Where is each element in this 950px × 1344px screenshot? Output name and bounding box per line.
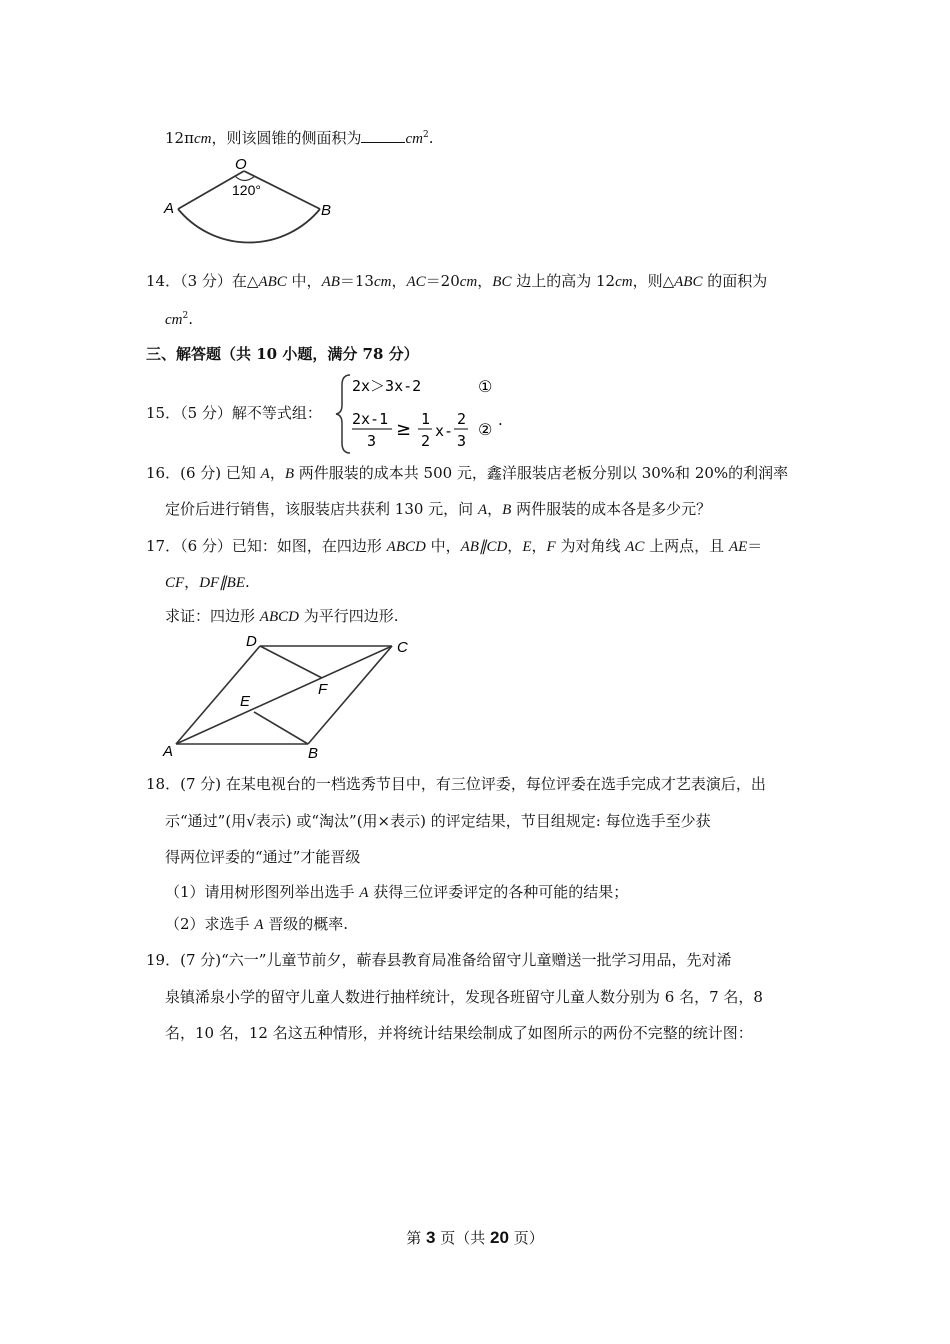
label-d: D [246,633,257,650]
q19-line3: 名，10 名，12 名这五种情形，并将统计结果绘制成了如图所示的两份不完整的统计图： [165,1024,753,1042]
segment-df [260,646,322,678]
total-pages: 20 [490,1228,509,1247]
segment-be [254,712,308,744]
frac3-den: 3 [457,432,467,450]
q17-line2: CF，DF∥BE. [165,573,250,591]
label-b: B [321,202,332,219]
page-footer: 第 3 页（共 20 页） [406,1228,544,1247]
q14-line1: 14．（3 分）在△ABC 中，AB＝13cm，AC＝20cm，BC 边上的高为 12cm，则△ABC 的面积为 [146,272,768,290]
row2-den: 3 [367,432,377,450]
sector-figure [160,155,340,265]
row2-mark: ② [478,420,493,439]
label-b: B [308,745,319,762]
q16-line2: 定价后进行销售，该服装店共获利 130 元，问 A，B 两件服装的成本各是多少元？ [165,500,712,518]
q17-line1: 17．（6 分）已知：如图，在四边形 ABCD 中，AB∥CD，E，F 为对角线 AC 上两点，且 AE＝ [146,537,763,555]
label-c: C [397,639,408,656]
q15-end: . [498,411,503,429]
q17-line3: 求证：四边形 ABCD 为平行四边形. [165,607,399,625]
left-brace [336,375,350,453]
row2-mid: x- [435,422,454,440]
row2-op: ≥ [396,419,412,440]
q13-tail: 12πcm，则该圆锥的侧面积为 $cm^2$. [165,129,434,147]
q18-line1: 18．(7 分) 在某电视台的一档选秀节目中，有三位评委，每位评委在选手完成才艺表演后，出 [146,775,766,793]
page-number: 3 [426,1228,436,1247]
section-header: 三、解答题（共 10 小题，满分 78 分） [146,345,419,363]
frac2-den: 2 [421,432,431,450]
q19-line2: 泉镇浠泉小学的留守儿童人数进行抽样统计，发现各班留守儿童人数分别为 6 名，7 名，8 [165,988,763,1006]
label-angle: 120° [232,182,261,198]
q19-line1: 19．(7 分)“六一”儿童节前夕，蕲春县教育局准备给留守儿童赠送一批学习用品，先对浠 [146,951,732,969]
angle-mark [235,176,255,181]
row1-mark: ① [478,377,493,396]
q18-sub2: （2）求选手 A 晋级的概率. [165,915,349,933]
answer-blank[interactable] [361,128,405,143]
row2-num: 2x-1 [352,410,389,428]
q18-sub1: （1）请用树形图列举出选手 A 获得三位评委评定的各种可能的结果； [165,883,629,901]
label-f: F [318,681,328,698]
frac3-num: 2 [457,410,467,428]
label-a: A [164,200,175,217]
label-e: E [240,693,251,710]
label-a: A [163,743,174,760]
q15-label: 15．（5 分）解不等式组： [146,404,322,422]
q18-line3: 得两位评委的“通过”才能晋级 [165,848,361,866]
frac2-num: 1 [421,410,431,428]
q16-line1: 16．(6 分) 已知 A，B 两件服装的成本共 500 元，鑫洋服装店老板分别以 30%和 20%的利润率 [146,464,789,482]
label-o: O [235,156,247,173]
q18-line2: 示“通过”(用√表示) 或“淘汰”(用×表示) 的评定结果，节目组规定: 每位选手至少获 [165,812,711,830]
sector-arc [178,209,320,242]
inequality-system [336,373,516,455]
parallelogram-figure [160,630,420,760]
q14-line2: $cm^2$. [165,310,194,328]
row1-expr: 2x＞3x-2 [352,377,422,395]
